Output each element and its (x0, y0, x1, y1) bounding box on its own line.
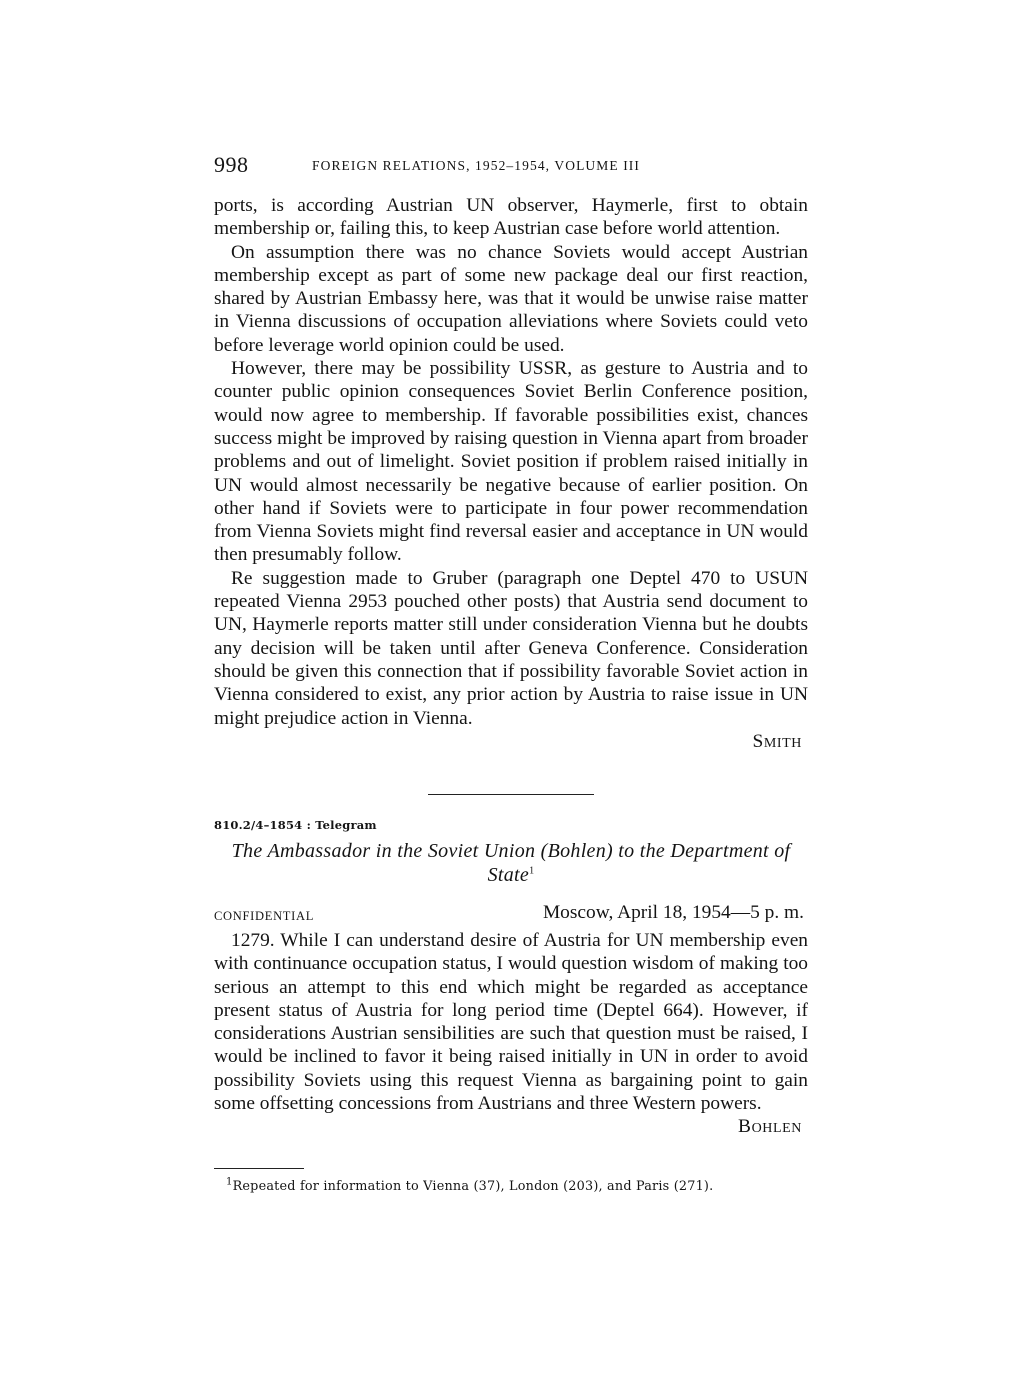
running-title: FOREIGN RELATIONS, 1952–1954, VOLUME III (312, 158, 640, 173)
running-head (214, 150, 808, 190)
paragraph-gruber-suggestion: Re suggestion made to Gruber (paragraph one Deptel 470 to USUN repeated Vienna 2953 pouched other posts) that Austria send document to UN, Haymerle reports matter still under consideration Vienna but he doubts any decision will be taken until after Geneva Conference. Consideration should be given this connection that if possibility favorable Soviet action in Vienna considered to exist, any prior action by Austria to raise issue in UN might prejudice action in Vienna. (214, 567, 808, 729)
paragraph-assumption: On assumption there was no chance Soviets would accept Austrian membership except as part of some new package deal our first reaction, shared by Austrian Embassy here, was that it would be unwise raise matter in Vienna discussions of occupation alleviations where Soviets could veto before leverage world opinion could be used. (214, 241, 808, 356)
page-number: 998 (214, 152, 249, 177)
document-title (214, 840, 808, 887)
paragraph-continuation: ports, is according Austrian UN observer, Haymerle, first to obtain membership or, failing this, to keep Austrian case before world attention. (214, 195, 808, 240)
footnote-text: Repeated for information to Vienna (37), London (203), and Paris (271). (232, 1179, 714, 1194)
place-date: Moscow, April 18, 1954—5 p. m. (542, 902, 804, 923)
signature-smith: Smith (752, 730, 802, 752)
signature-bohlen: Bohlen (738, 1116, 802, 1138)
file-reference: 810.2/4–1854 : Telegram (214, 818, 377, 832)
footnote-marker[interactable]: 1 (529, 864, 535, 876)
section-divider (428, 794, 594, 795)
classification-label: CONFIDENTIAL (214, 909, 315, 923)
telegram-body (214, 929, 808, 1139)
footnote (226, 1176, 714, 1194)
footnote-divider (214, 1168, 304, 1169)
document-title-text: The Ambassador in the Soviet Union (Bohlen) to the Department of State (231, 840, 791, 886)
previous-document-text (214, 194, 808, 753)
paragraph-possibility: However, there may be possibility USSR, as gesture to Austria and to counter public opinion consequences Soviet Berlin Conference position, would now agree to membership. If favorable possibilities exist, chances success might be improved by raising question in Vienna apart from broader problems and out of limelight. Soviet position if problem raised initially in UN would almost necessarily be negative because of earlier position. On other hand if Soviets were to participate in four power recommendation from Vienna Soviets might find reversal easier and acceptance in UN would then presumably follow. (214, 358, 808, 566)
dateline (214, 902, 808, 928)
telegram-paragraph: 1279. While I can understand desire of Austria for UN membership even with continuance occupation status, I would question wisdom of making too serious an attempt to this end which might be regarded as acceptance present status of Austria for long period time (Deptel 664). However, if considerations Austrian sensibilities are such that question must be raised, I would be inclined to favor it being raised initially in UN in order to avoid possibility Soviets using this request Vienna as bargaining point to gain some offsetting concessions from Austrians and three Western powers. (214, 930, 808, 1115)
footnote-number: 1 (226, 1176, 233, 1188)
